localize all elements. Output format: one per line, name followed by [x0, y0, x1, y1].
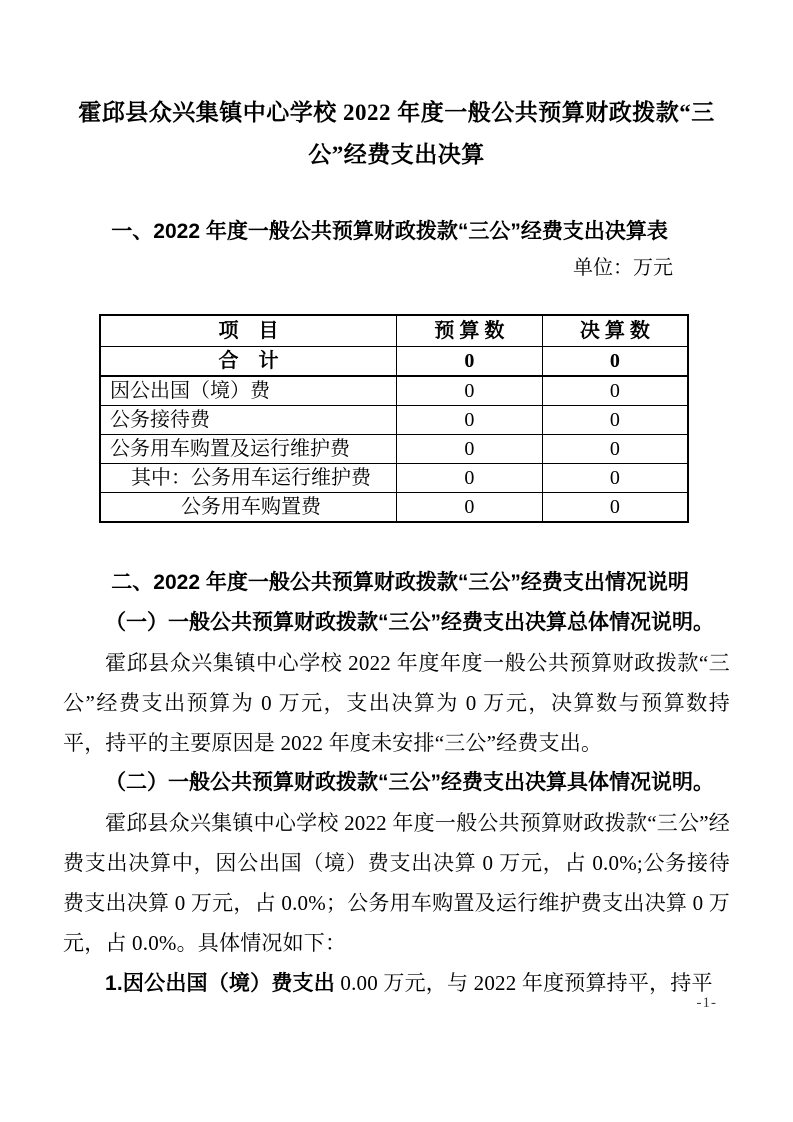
table-cell-final: 0 [542, 406, 688, 435]
table-cell-budget: 0 [397, 347, 543, 377]
table-header-budget: 预 算 数 [397, 315, 543, 347]
table-row [100, 406, 688, 435]
table-cell-item: 公务用车购置费 [100, 493, 397, 523]
table-cell-budget: 0 [397, 464, 543, 493]
table-header-final: 决 算 数 [542, 315, 688, 347]
table-cell-final: 0 [542, 376, 688, 406]
unit-label: 单位：万元 [573, 257, 673, 279]
table-cell-budget: 0 [397, 435, 543, 464]
table-cell-final: 0 [542, 493, 688, 523]
paragraph-detail-explanation: 霍邱县众兴集镇中心学校 2022 年度一般公共预算财政拨款“三公”经费支出决算中，因公出国（境）费支出决算 0 万元，占 0.0%;公务接待费支出决算 0 万元，占 0.0%；公务用车购置及运行维护费支出决算 0 万元，占 0.0%。具体情况如下： [63, 811, 730, 955]
table-cell-item: 合 计 [100, 347, 397, 377]
table-row [100, 347, 688, 377]
paragraph-overall-explanation: 霍邱县众兴集镇中心学校 2022 年度年度一般公共预算财政拨款“三公”经费支出预算为 0 万元，支出决算为 0 万元，决算数与预算数持平，持平的主要原因是 2022 年度未安排“三公”经费支出。 [63, 651, 730, 755]
item1-lead: 1.因公出国（境）费支出 [105, 972, 335, 995]
table-row [100, 464, 688, 493]
table-cell-budget: 0 [397, 493, 543, 523]
table-row [100, 376, 688, 406]
section2-heading: 二、2022 年度一般公共预算财政拨款“三公”经费支出情况说明 [111, 571, 689, 594]
table-header-row [100, 315, 688, 347]
table-cell-final: 0 [542, 435, 688, 464]
item1-line [63, 963, 730, 1004]
table-cell-item: 公务用车购置及运行维护费 [100, 435, 397, 464]
page-number: -1- [696, 995, 717, 1011]
table-cell-budget: 0 [397, 376, 543, 406]
table-head [100, 315, 688, 347]
table-row [100, 493, 688, 523]
table-cell-budget: 0 [397, 406, 543, 435]
table-cell-item: 其中：公务用车运行维护费 [100, 464, 397, 493]
three-public-expense-table [99, 314, 689, 523]
table-row [100, 435, 688, 464]
table-header-item: 项 目 [100, 315, 397, 347]
table-body [100, 347, 688, 523]
table-cell-item: 公务接待费 [100, 406, 397, 435]
document-title: 霍邱县众兴集镇中心学校 2022 年度一般公共预算财政拨款“三公”经费支出决算 [78, 100, 715, 167]
table-cell-final: 0 [542, 347, 688, 377]
table-cell-item: 因公出国（境）费 [100, 376, 397, 406]
subsection1-heading: （一）一般公共预算财政拨款“三公”经费支出决算总体情况说明。 [105, 611, 714, 634]
item1-rest: 0.00 万元，与 2022 年度预算持平，持平 [334, 971, 713, 995]
section1-heading: 一、2022 年度一般公共预算财政拨款“三公”经费支出决算表 [111, 220, 668, 243]
subsection2-heading: （二）一般公共预算财政拨款“三公”经费支出决算具体情况说明。 [105, 771, 714, 794]
table-cell-final: 0 [542, 464, 688, 493]
